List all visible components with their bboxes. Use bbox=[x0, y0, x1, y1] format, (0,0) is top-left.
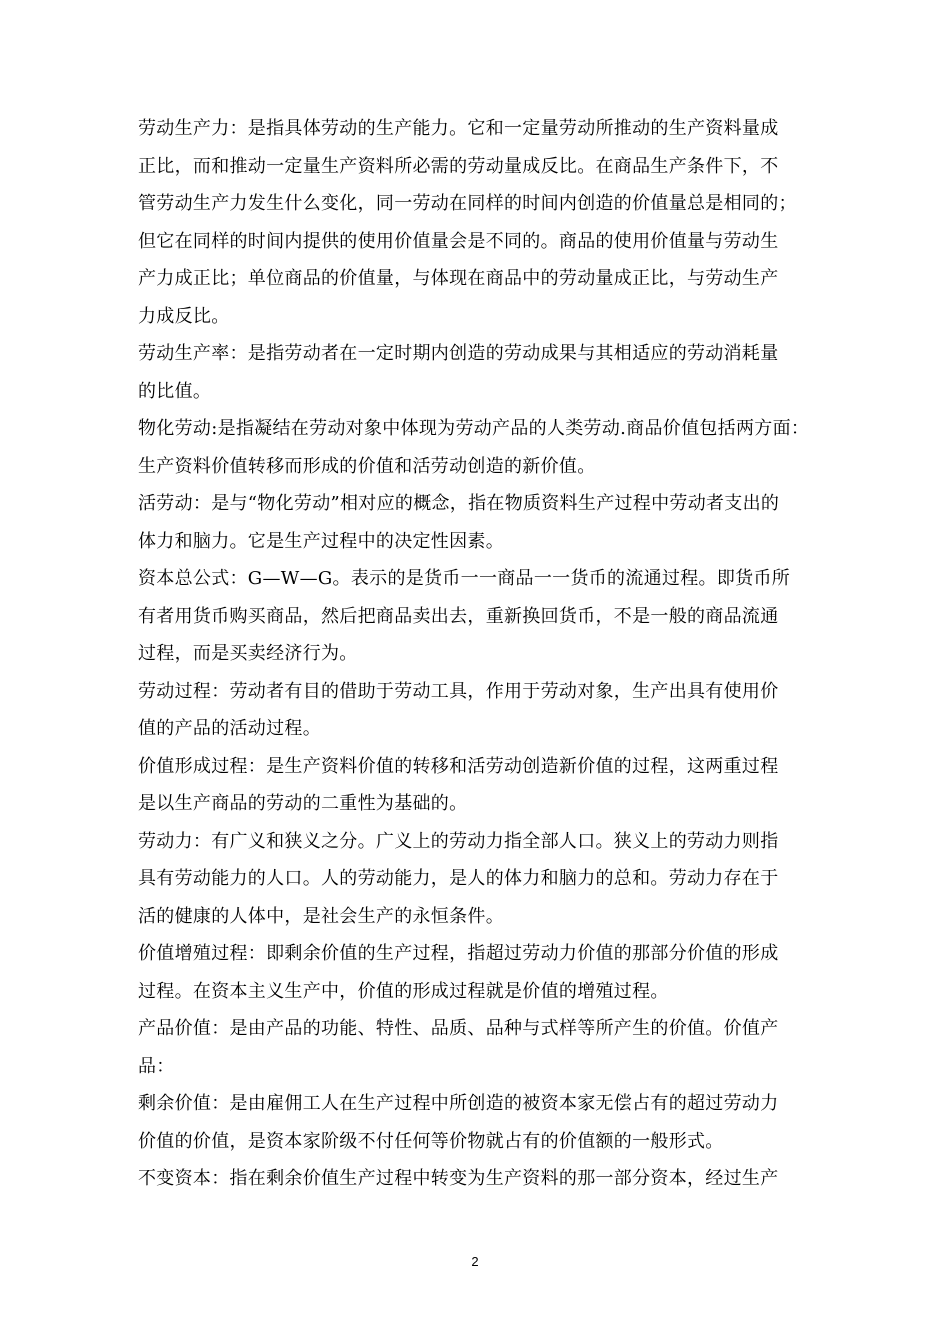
text-line: 价值增殖过程：即剩余价值的生产过程，指超过劳动力价值的那部分价值的形成 bbox=[138, 943, 779, 964]
text-line: 产力成正比；单位商品的价值量，与体现在商品中的劳动量成正比，与劳动生产 bbox=[138, 268, 779, 289]
page-number: 2 bbox=[471, 1254, 479, 1269]
text-line: 不变资本：指在剩余价值生产过程中转变为生产资料的那一部分资本，经过生产 bbox=[138, 1168, 779, 1189]
text-line: 活的健康的人体中，是社会生产的永恒条件。 bbox=[138, 905, 504, 927]
text-line: 体力和脑力。它是生产过程中的决定性因素。 bbox=[138, 530, 504, 552]
text-line: 过程。在资本主义生产中，价值的形成过程就是价值的增殖过程。 bbox=[138, 980, 669, 1002]
text-line: 品： bbox=[138, 1055, 175, 1077]
text-line: 具有劳动能力的人口。人的劳动能力，是人的体力和脑力的总和。劳动力存在于 bbox=[138, 868, 779, 889]
text-line: 是以生产商品的劳动的二重性为基础的。 bbox=[138, 793, 468, 814]
text-line: 价值的价值，是资本家阶级不付任何等价物就占有的价值额的一般形式。 bbox=[138, 1130, 724, 1152]
text-line: 管劳动生产力发生什么变化，同一劳动在同样的时间内创造的价值量总是相同的； bbox=[138, 193, 797, 214]
text-line: 产品价值：是由产品的功能、特性、品质、品种与式样等所产生的价值。价值产 bbox=[138, 1018, 779, 1039]
text-line: 价值形成过程：是生产资料价值的转移和活劳动创造新价值的过程，这两重过程 bbox=[138, 755, 779, 777]
text-line: 剩余价值：是由雇佣工人在生产过程中所创造的被资本家无偿占有的超过劳动力 bbox=[138, 1093, 779, 1114]
text-line: 劳动生产率：是指劳动者在一定时期内创造的劳动成果与其相适应的劳动消耗量 bbox=[138, 343, 779, 364]
text-line: 力成反比。 bbox=[138, 305, 230, 327]
text-line: 值的产品的活动过程。 bbox=[138, 718, 321, 739]
text-line: 物化劳动:是指凝结在劳动对象中体现为劳动产品的人类劳动.商品价值包括两方面： bbox=[138, 418, 810, 439]
text-line: 资本总公式：G—W—G。表示的是货币一一商品一一货币的流通过程。即货币所 bbox=[138, 568, 791, 589]
text-line: 有者用货币购买商品，然后把商品卖出去，重新换回货币，不是一般的商品流通 bbox=[138, 605, 779, 627]
text-line: 活劳动：是与“物化劳动”相对应的概念，指在物质资料生产过程中劳动者支出的 bbox=[138, 493, 780, 514]
text-line: 的比值。 bbox=[138, 380, 212, 402]
text-line: 劳动力：有广义和狭义之分。广义上的劳动力指全部人口。狭义上的劳动力则指 bbox=[138, 830, 779, 852]
text-line: 劳动过程：劳动者有目的借助于劳动工具，作用于劳动对象，生产出具有使用价 bbox=[138, 680, 779, 702]
text-line: 过程，而是买卖经济行为。 bbox=[138, 643, 358, 664]
text-line: 生产资料价值转移而形成的价值和活劳动创造的新价值。 bbox=[138, 455, 596, 477]
text-line: 劳动生产力：是指具体劳动的生产能力。它和一定量劳动所推动的生产资料量成 bbox=[138, 118, 779, 139]
document-body bbox=[138, 110, 838, 1198]
text-line: 正比，而和推动一定量生产资料所必需的劳动量成反比。在商品生产条件下，不 bbox=[138, 155, 779, 177]
text-line: 但它在同样的时间内提供的使用价值量会是不同的。商品的使用价值量与劳动生 bbox=[138, 230, 779, 252]
